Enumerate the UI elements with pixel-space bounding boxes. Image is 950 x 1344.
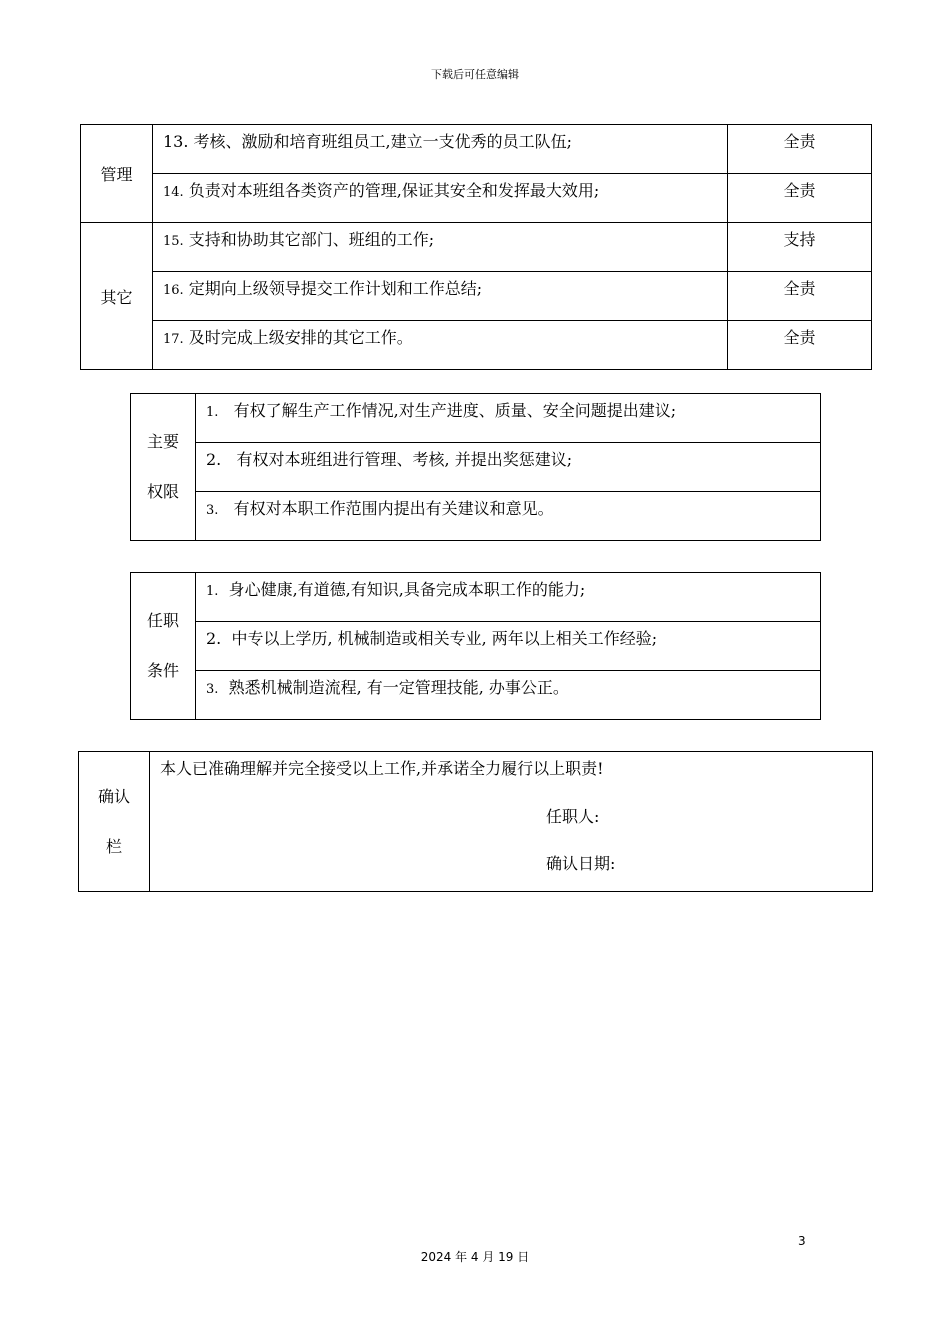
category-line: 主要 <box>146 432 179 451</box>
authority-item <box>196 492 821 541</box>
header-note: 下载后可任意编辑 <box>431 68 519 81</box>
category-line: 权限 <box>146 482 179 501</box>
item-text: 中专以上学历, 机械制造或相关专业, 两年以上相关工作经验; <box>231 629 658 648</box>
qualification-item <box>196 573 821 622</box>
item-number: 3. <box>206 503 219 518</box>
duty-item <box>153 272 728 321</box>
item-text: 有权了解生产工作情况,对生产进度、质量、安全问题提出建议; <box>233 401 677 420</box>
authority-table <box>130 393 821 541</box>
item-number: 15. <box>163 234 184 249</box>
item-number: 14. <box>163 185 184 200</box>
item-text: 身心健康,有道德,有知识,具备完成本职工作的能力; <box>228 580 586 599</box>
category-authority <box>131 394 196 541</box>
category-line: 任职 <box>146 611 179 630</box>
item-text: 及时完成上级安排的其它工作。 <box>188 328 413 347</box>
item-number: 2. <box>206 450 222 469</box>
item-text: 负责对本班组各类资产的管理,保证其安全和发挥最大效用; <box>188 181 600 200</box>
responsibility: 全责 <box>728 272 872 321</box>
qualification-item <box>196 622 821 671</box>
duties-table <box>80 124 872 370</box>
item-number: 1. <box>206 405 219 420</box>
item-number: 1. <box>206 584 219 599</box>
category-other: 其它 <box>81 223 153 370</box>
confirm-date-label: 确认日期: <box>546 854 616 873</box>
confirmation-table <box>78 751 873 892</box>
responsibility: 全责 <box>728 125 872 174</box>
duty-item <box>153 125 728 174</box>
signer-label: 任职人: <box>546 807 600 826</box>
category-management: 管理 <box>81 125 153 223</box>
item-number: 13. <box>163 132 189 151</box>
item-text: 支持和协助其它部门、班组的工作; <box>188 230 435 249</box>
category-confirmation <box>79 752 150 892</box>
category-qualification <box>131 573 196 720</box>
item-number: 2. <box>206 629 222 648</box>
footer-date: 2024 年 4 月 19 日 <box>420 1250 530 1264</box>
confirmation-cell <box>150 752 873 892</box>
qualification-item <box>196 671 821 720</box>
item-text: 有权对本班组进行管理、考核, 并提出奖惩建议; <box>236 450 573 469</box>
item-text: 定期向上级领导提交工作计划和工作总结; <box>188 279 483 298</box>
page-number: 3 <box>798 1234 806 1248</box>
item-text: 考核、激励和培育班组员工,建立一支优秀的员工队伍; <box>193 132 573 151</box>
confirmation-statement: 本人已准确理解并完全接受以上工作,并承诺全力履行以上职责! <box>160 759 604 778</box>
duty-item <box>153 223 728 272</box>
item-number: 3. <box>206 682 219 697</box>
duty-item <box>153 321 728 370</box>
item-number: 16. <box>163 283 184 298</box>
category-line: 栏 <box>105 836 122 856</box>
responsibility: 全责 <box>728 321 872 370</box>
item-text: 有权对本职工作范围内提出有关建议和意见。 <box>233 499 554 518</box>
item-text: 熟悉机械制造流程, 有一定管理技能, 办事公正。 <box>228 678 569 697</box>
responsibility: 支持 <box>728 223 872 272</box>
authority-item <box>196 443 821 492</box>
responsibility: 全责 <box>728 174 872 223</box>
qualification-table <box>130 572 821 720</box>
authority-item <box>196 394 821 443</box>
duty-item <box>153 174 728 223</box>
item-number: 17. <box>163 332 184 347</box>
category-line: 条件 <box>146 661 179 680</box>
category-line: 确认 <box>97 786 130 806</box>
